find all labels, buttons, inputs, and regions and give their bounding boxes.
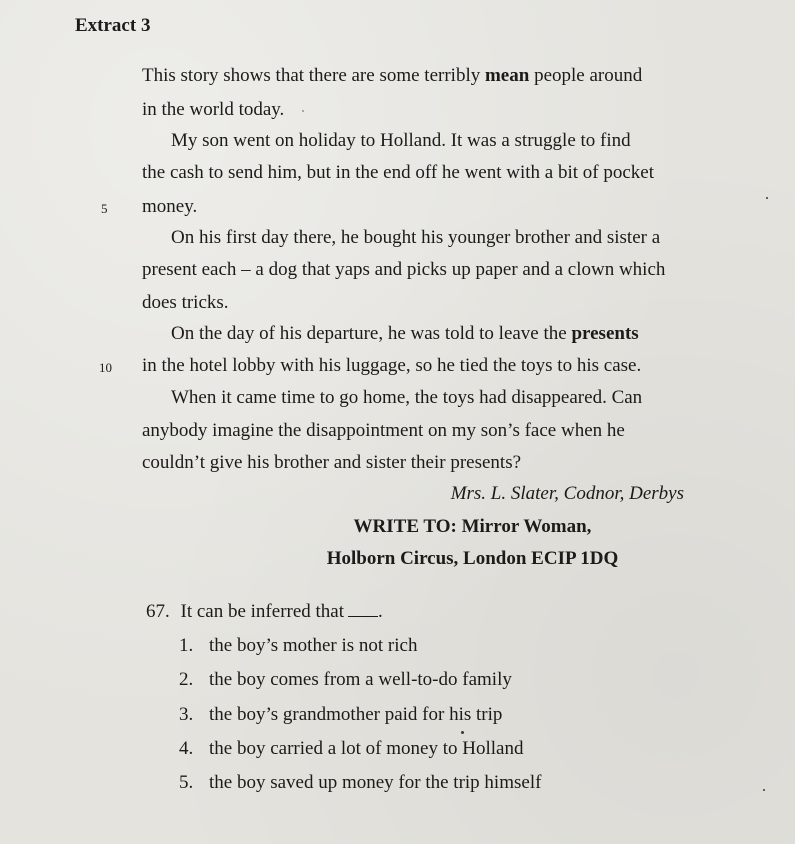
answer-option-3[interactable]: [179, 703, 502, 727]
passage-text: anybody imagine the disappointment on my son’s face when he: [142, 420, 625, 441]
passage-text: On his first day there, he bought his younger brother and sister a: [171, 227, 661, 248]
passage-text: in the hotel lobby with his luggage, so he tied the toys to his case.: [142, 355, 642, 376]
option-text: the boy carried a lot of money to Holland: [209, 738, 524, 759]
question-text: It can be inferred that: [180, 601, 345, 622]
write-to-line-1: WRITE TO: Mirror Woman,: [353, 516, 592, 537]
option-text: the boy’s mother is not rich: [209, 635, 418, 656]
passage-bold-word: mean: [484, 65, 530, 86]
passage-line-11: [171, 386, 642, 410]
option-number: 4.: [179, 738, 194, 759]
passage-text: On the day of his departure, he was told to leave the: [171, 323, 572, 344]
passage-text: the cash to send him, but in the end off he went with a bit of pocket: [142, 162, 655, 183]
passage-text: present each – a dog that yaps and picks up paper and a clown which: [142, 259, 666, 280]
answer-option-2[interactable]: [179, 668, 512, 692]
passage-line-9: [171, 322, 639, 346]
option-text: the boy saved up money for the trip himself: [209, 772, 542, 793]
option-text: the boy’s grandmother paid for his trip: [209, 704, 503, 725]
passage-line-4: [142, 161, 654, 185]
letter-signature: Mrs. L. Slater, Codnor, Derbys: [450, 483, 684, 504]
extract-heading: Extract 3: [75, 15, 151, 36]
write-to-line-2: Holborn Circus, London ECIP 1DQ: [326, 548, 619, 569]
option-text: the boy comes from a well-to-do family: [209, 669, 512, 690]
passage-bold-word: presents: [571, 323, 639, 344]
scan-speck: [302, 110, 304, 112]
answer-blank: [348, 600, 378, 617]
passage-text: My son went on holiday to Holland. It was a struggle to find: [171, 130, 631, 151]
passage-text: people around: [529, 65, 643, 86]
option-number: 1.: [179, 635, 194, 656]
option-number: 5.: [179, 772, 194, 793]
answer-option-5[interactable]: [179, 771, 541, 795]
question-text-end: .: [378, 601, 383, 622]
answer-option-1[interactable]: [179, 634, 417, 658]
passage-text: does tricks.: [142, 292, 229, 313]
passage-text: money.: [142, 196, 198, 217]
passage-line-13: [142, 451, 521, 475]
passage-line-1: [142, 64, 642, 88]
scan-speck: [461, 731, 464, 734]
line-number-10: 10: [99, 360, 112, 375]
passage-line-8: [142, 291, 229, 315]
question-number: 67.: [146, 601, 170, 622]
option-number: 2.: [179, 669, 194, 690]
scan-speck: [766, 197, 768, 199]
passage-line-12: [142, 419, 625, 443]
passage-line-5: [142, 195, 197, 219]
passage-line-6: [171, 226, 660, 250]
passage-text: couldn’t give his brother and sister their presents?: [142, 452, 522, 473]
answer-option-4[interactable]: [179, 737, 523, 761]
passage-text: This story shows that there are some terribly: [142, 65, 485, 86]
passage-line-10: [142, 354, 641, 378]
option-number: 3.: [179, 704, 194, 725]
passage-line-3: [171, 129, 631, 153]
passage-line-2: [142, 98, 284, 122]
scan-speck: [763, 789, 765, 791]
passage-text: in the world today.: [142, 99, 285, 120]
line-number-5: 5: [101, 201, 108, 216]
question-67-stem: [146, 600, 383, 624]
passage-text: When it came time to go home, the toys had disappeared. Can: [171, 387, 643, 408]
passage-line-7: [142, 258, 665, 282]
